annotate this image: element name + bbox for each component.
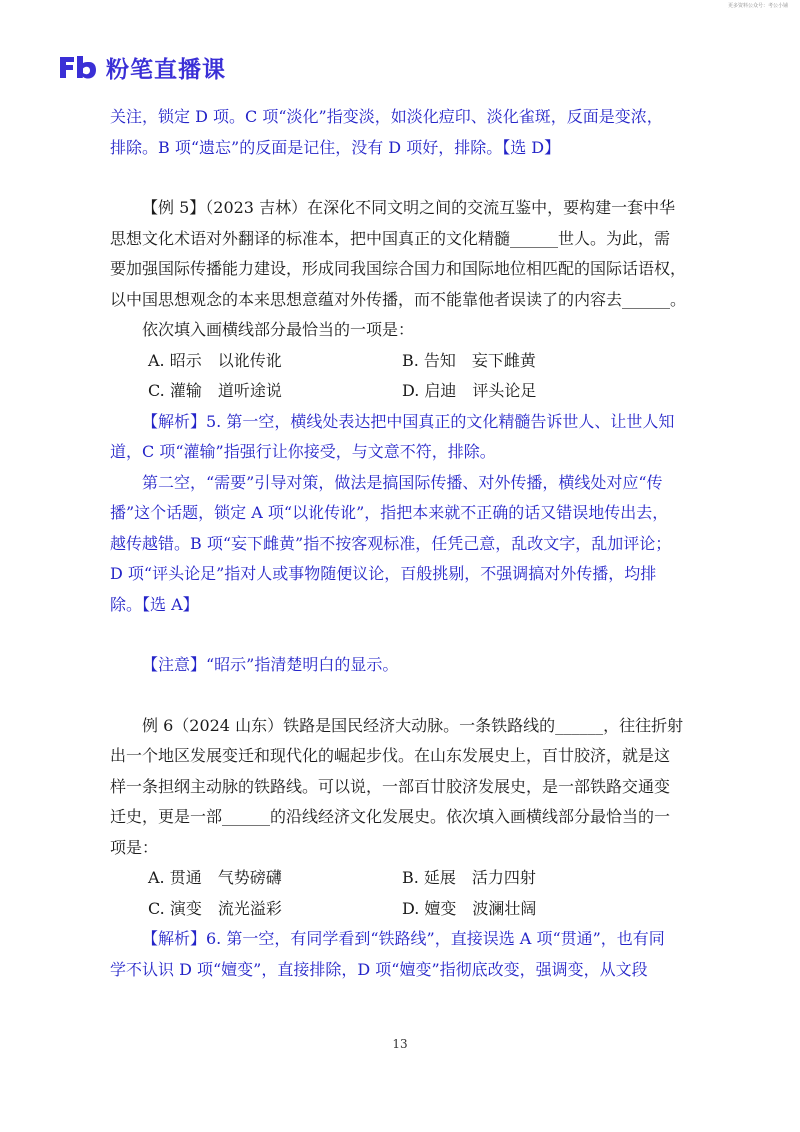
option-a: A. 昭示 以讹传讹 xyxy=(148,350,282,370)
analysis-line: 越传越错。B 项“妄下雌黄”指不按客观标准，任凭己意，乱改文字，乱加评论； xyxy=(110,533,672,553)
question-6-line: 样一条担纲主动脉的铁路线。可以说，一部百廿胶济发展史，是一部铁路交通变 xyxy=(110,776,671,796)
fb-logo-icon xyxy=(58,54,98,80)
q5-options-row xyxy=(110,346,700,377)
question-6-line: 项是： xyxy=(110,837,159,857)
page-number: 13 xyxy=(392,1037,408,1051)
question-6-line: 迁史，更是一部______的沿线经济文化发展史。依次填入画横线部分最恰当的一 xyxy=(110,807,671,826)
question-6-line: 出一个地区发展变迁和现代化的崛起步伐。在山东发展史上，百廿胶济，就是这 xyxy=(110,746,671,765)
analysis-line: 第二空，“需要”引导对策，做法是搞国际传播、对外传播，横线处对应“传 xyxy=(142,472,663,492)
q6-options-row xyxy=(110,894,700,925)
text-line: 关注，锁定 D 项。C 项“淡化”指变淡，如淡化痘印、淡化雀斑，反面是变浓， xyxy=(110,107,663,126)
option-b: B. 延展 活力四射 xyxy=(402,868,536,887)
option-d: D. 启迪 评头论足 xyxy=(402,381,537,400)
analysis-line: 学不认识 D 项“嬗变”，直接排除，D 项“嬗变”指彻底改变，强调变，从文段 xyxy=(110,959,648,979)
question-6-line: 例 6（2024 山东）铁路是国民经济大动脉。一条铁路线的______，往往折射 xyxy=(142,715,684,735)
brand-logo xyxy=(58,52,226,82)
top-note: 更多资料公众号：考公小铺 xyxy=(727,3,788,9)
question-5-prompt: 依次填入画横线部分最恰当的一项是： xyxy=(142,320,415,339)
option-c: C. 灌输 道听途说 xyxy=(148,381,282,400)
question-5-line: 要加强国际传播能力建设，形成同我国综合国力和国际地位相匹配的国际话语权， xyxy=(110,259,687,278)
question-5-line: 以中国思想观念的本来思想意蕴对外传播，而不能靠他者误读了的内容去______。 xyxy=(110,289,687,309)
option-b: B. 告知 妄下雌黄 xyxy=(402,350,536,370)
question-5-line: 【例 5】（2023 吉林）在深化不同文明之间的交流互鉴中，要构建一套中华 xyxy=(142,198,676,217)
option-a: A. 贯通 气势磅礴 xyxy=(148,868,282,887)
note-line: 【注意】“昭示”指清楚明白的显示。 xyxy=(142,655,399,674)
document-body xyxy=(110,102,700,985)
text-line: 排除。B 项“遗忘”的反面是记住，没有 D 项好，排除。【选 D】 xyxy=(110,137,561,157)
option-c: C. 演变 流光溢彩 xyxy=(148,898,282,918)
analysis-line: D 项“评头论足”指对人或事物随便议论，百般挑剔，不强调搞对外传播，均排 xyxy=(110,564,657,583)
analysis-line: 【解析】5. 第一空，横线处表达把中国真正的文化精髓告诉世人、让世人知 xyxy=(142,411,675,431)
analysis-line: 道，C 项“灌输”指强行让你接受，与文意不符，排除。 xyxy=(110,442,496,461)
analysis-line: 播”这个话题，锁定 A 项“以讹传讹”，指把本来就不正确的话又错误地传出去， xyxy=(110,503,669,522)
brand-name: 粉笔直播课 xyxy=(106,56,226,83)
option-d: D. 嬗变 波澜壮阔 xyxy=(402,898,537,918)
q6-options-row xyxy=(110,863,700,894)
question-5-line: 思想文化术语对外翻译的标准本，把中国真正的文化精髓______世人。为此，需 xyxy=(110,228,671,248)
analysis-line: 【解析】6. 第一空，有同学看到“铁路线”，直接误选 A 项“贯通”，也有同 xyxy=(142,929,665,948)
analysis-line: 除。【选 A】 xyxy=(110,594,199,614)
q5-options-row xyxy=(110,376,700,407)
